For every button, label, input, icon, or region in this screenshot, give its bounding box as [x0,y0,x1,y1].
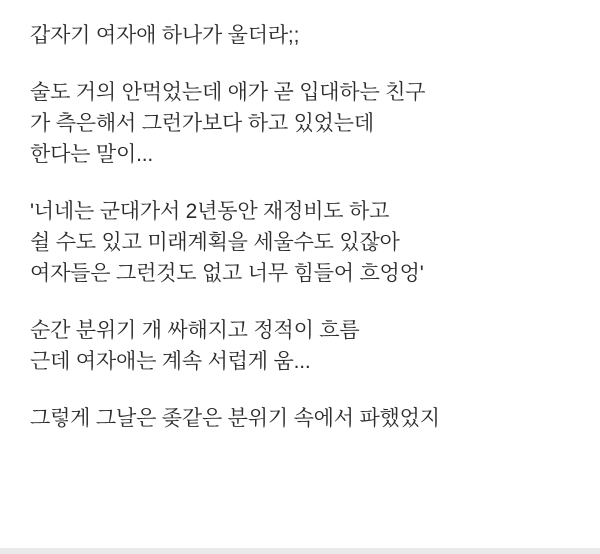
text-line: 쉴 수도 있고 미래계획을 세울수도 있잖아 [30,231,400,254]
text-paragraph [30,20,574,51]
text-paragraph [30,403,574,434]
text-paragraph [30,77,574,170]
text-line: 갑자기 여자애 하나가 울더라;; [30,24,300,47]
text-line: 가 측은해서 그런가보다 하고 있었는데 [30,112,374,135]
text-paragraph [30,315,574,377]
text-line: 한다는 말이... [30,143,153,166]
text-line: 근데 여자애는 계속 서럽게 움... [30,350,311,373]
text-line: 여자들은 그런것도 없고 너무 힘들어 흐엉엉' [30,262,424,285]
bottom-edge-strip [0,548,600,554]
text-line: 술도 거의 안먹었는데 애가 곧 입대하는 친구 [30,81,426,104]
text-line: 순간 분위기 개 싸해지고 정적이 흐름 [30,319,360,342]
text-line: '너네는 군대가서 2년동안 재정비도 하고 [30,200,390,223]
text-line: 그렇게 그날은 좆같은 분위기 속에서 파했었지 [30,407,440,430]
text-paragraph [30,196,574,289]
